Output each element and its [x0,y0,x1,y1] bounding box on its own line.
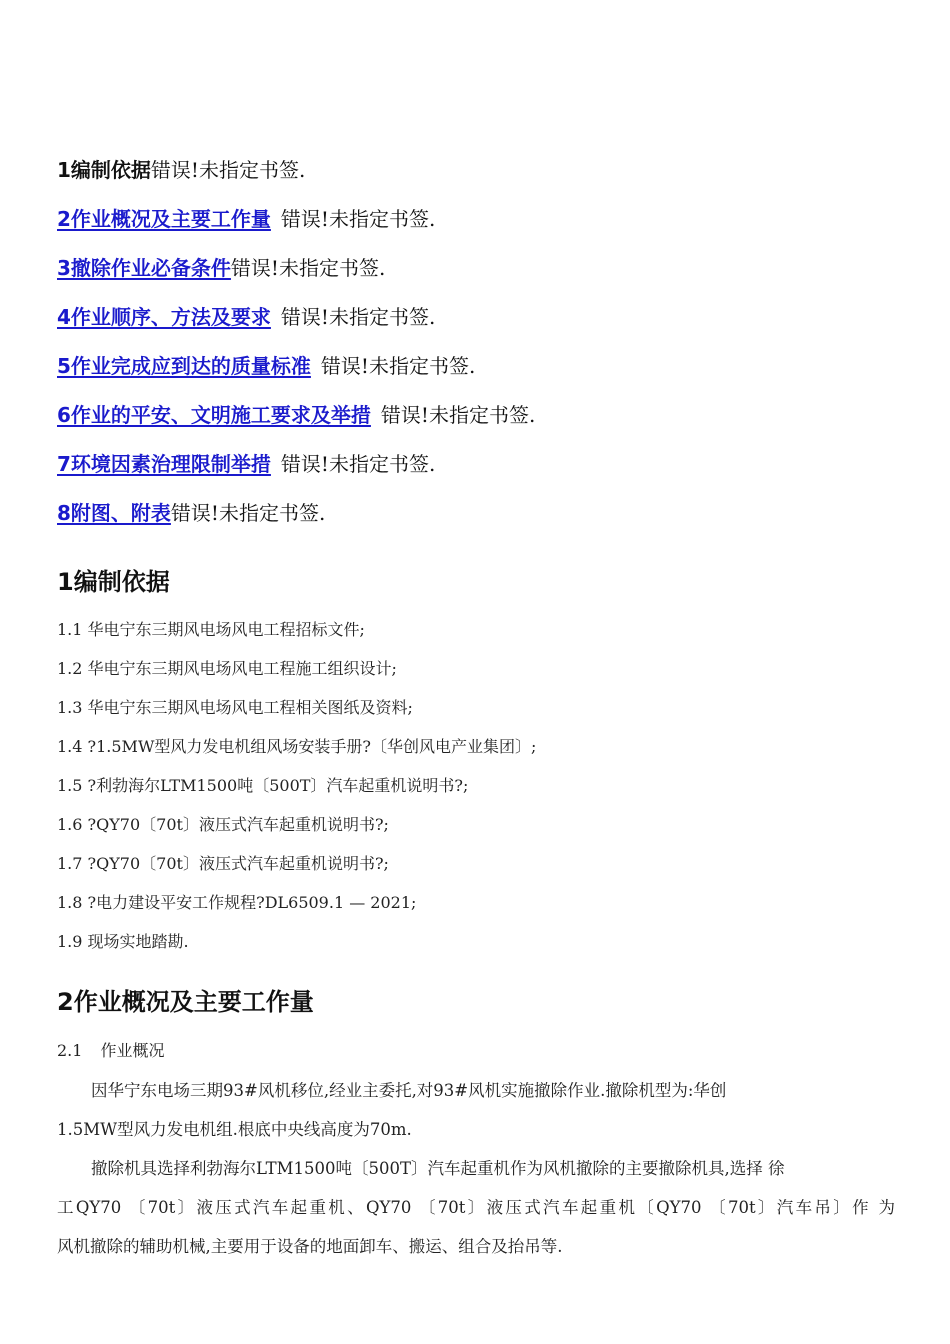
toc-entry[interactable] [57,248,917,297]
toc-entry-link[interactable]: 4作业顺序、方法及要求 [57,305,271,329]
toc-entry[interactable] [57,493,917,542]
toc-entry-error: 错误!未指定书签. [280,305,436,329]
toc-entry-link[interactable]: 6作业的平安、文明施工要求及举措 [57,403,371,427]
reference-list [57,615,917,966]
list-item: 1.1 华电宁东三期风电场风电工程招标文件; [57,620,365,639]
list-item: 1.3 华电宁东三期风电场风电工程相关图纸及资料; [57,698,413,717]
subsection-number: 2.1 [57,1041,83,1060]
list-item: 1.2 华电宁东三期风电场风电工程施工组织设计; [57,659,397,678]
paragraph-line: 工QY70 〔70t〕液压式汽车起重机、QY70 〔70t〕液压式汽车起重机〔QY70 〔70t〕汽车吊〕作 为 [57,1198,895,1217]
paragraph [57,1149,895,1266]
toc-entry[interactable] [57,395,917,444]
section-heading: 1编制依据 [57,568,170,596]
toc-entry[interactable] [57,150,917,199]
list-item: 1.4 ?1.5MW型风力发电机组风场安装手册?〔华创风电产业集团〕; [57,737,537,756]
list-item: 1.7 ?QY70〔70t〕液压式汽车起重机说明书?; [57,854,389,873]
toc-entry-error: 错误!未指定书签. [170,501,326,525]
list-item: 1.5 ?利勃海尔LTM1500吨〔500T〕汽车起重机说明书?; [57,776,469,795]
toc-entry-link[interactable]: 5作业完成应到达的质量标准 [57,354,311,378]
toc-entry[interactable] [57,297,917,346]
toc-entry-error: 错误!未指定书签. [380,403,536,427]
list-item: 1.9 现场实地踏勘. [57,932,189,951]
toc-entry-link[interactable]: 3撤除作业必备条件 [57,256,231,280]
toc-entry-link[interactable]: 2作业概况及主要工作量 [57,207,271,231]
toc-entry-error: 错误!未指定书签. [230,256,386,280]
toc-entry-title[interactable]: 1编制依据 [57,158,151,182]
paragraph-line: 1.5MW型风力发电机组.根底中央线高度为70m. [57,1120,412,1139]
paragraph-line: 撤除机具选择利勃海尔LTM1500吨〔500T〕汽车起重机作为风机撤除的主要撤除机具,选择 徐 [91,1159,785,1178]
toc-entry-error: 错误!未指定书签. [280,452,436,476]
paragraph [57,1071,895,1149]
subsection-heading [57,1036,917,1075]
section-heading: 2作业概况及主要工作量 [57,988,314,1016]
list-item: 1.6 ?QY70〔70t〕液压式汽车起重机说明书?; [57,815,389,834]
list-item: 1.8 ?电力建设平安工作规程?DL6509.1 — 2021; [57,893,417,912]
toc-entry-link[interactable]: 8附图、附表 [57,501,171,525]
toc-entry[interactable] [57,444,917,493]
paragraph-line: 因华宁东电场三期93#风机移位,经业主委托,对93#风机实施撤除作业.撤除机型为:华创 [91,1081,727,1100]
toc-entry-error: 错误!未指定书签. [150,158,306,182]
toc-entry[interactable] [57,346,917,395]
toc-entry-error: 错误!未指定书签. [280,207,436,231]
table-of-contents [57,150,917,542]
toc-entry[interactable] [57,199,917,248]
paragraph-line: 风机撤除的辅助机械,主要用于设备的地面卸车、搬运、组合及抬吊等. [57,1237,563,1256]
toc-entry-error: 错误!未指定书签. [320,354,476,378]
toc-entry-link[interactable]: 7环境因素治理限制举措 [57,452,271,476]
subsection-title: 作业概况 [100,1041,165,1060]
